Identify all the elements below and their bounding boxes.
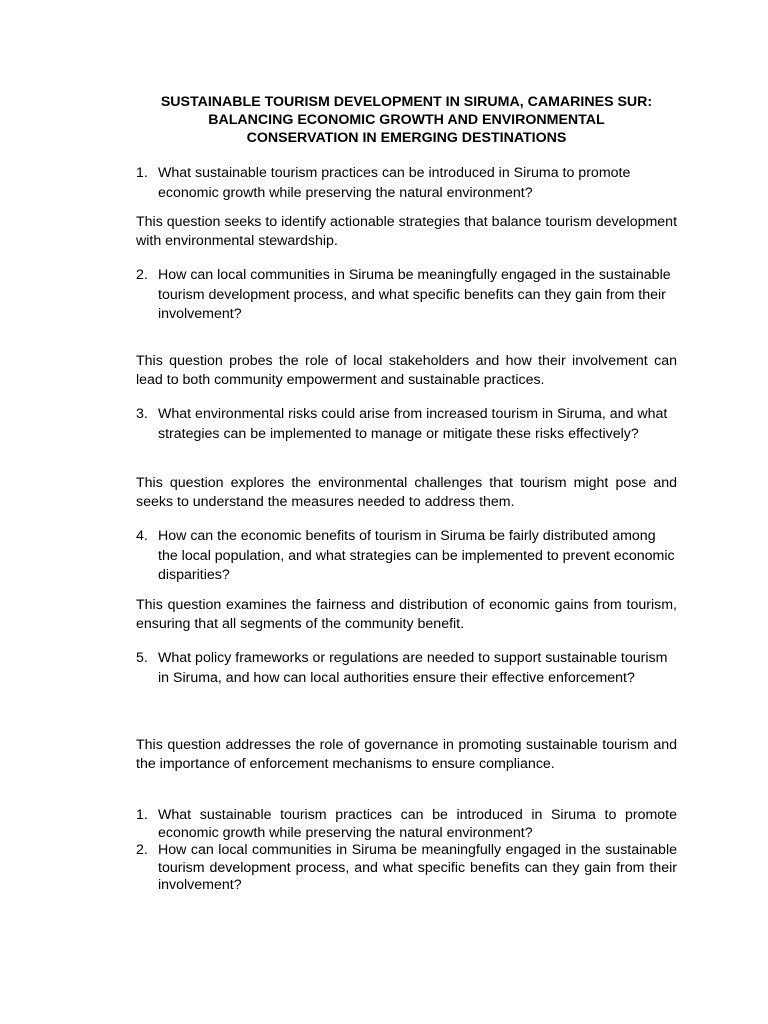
- question-explanation-5: This question addresses the role of governance in promoting sustainable tourism and the importance of enforcement mechanisms to ensure compliance.: [136, 737, 677, 772]
- question-explanation-2: This question probes the role of local stakeholders and how their involvement can lead to both community empowerment and sustainable practices.: [136, 353, 677, 388]
- question-explanation-1: This question seeks to identify actionable strategies that balance tourism development with environmental stewardship.: [136, 214, 678, 249]
- question-text: What environmental risks could arise from increased tourism in Siruma, and what strategies can be implemented to manage or mitigate these risks effectively?: [158, 406, 668, 442]
- list-number: 1.: [136, 807, 148, 823]
- list-number: 2.: [136, 842, 148, 858]
- question-number: 1.: [136, 165, 148, 181]
- document-title: [136, 93, 677, 147]
- question-number: 2.: [136, 267, 148, 283]
- question-explanation-4: This question examines the fairness and distribution of economic gains from tourism, ensuring that all segments of the community benefit.: [136, 597, 677, 632]
- question-item-1: [136, 164, 677, 203]
- question-item-4: [136, 527, 677, 586]
- final-list-item-1: [136, 807, 677, 842]
- question-number: 3.: [136, 406, 148, 422]
- question-number: 4.: [136, 528, 148, 544]
- question-text: How can local communities in Siruma be meaningfully engaged in the sustainable tourism development process, and what specific benefits can they gain from their involvement?: [158, 267, 671, 322]
- question-text: What sustainable tourism practices can be introduced in Siruma to promote economic growth while preserving the natural environment?: [158, 165, 631, 201]
- final-list-item-2: [136, 842, 677, 895]
- title-line: BALANCING ECONOMIC GROWTH AND ENVIRONMENTAL: [208, 112, 605, 128]
- question-number: 5.: [136, 650, 148, 666]
- question-item-3: [136, 405, 677, 444]
- question-explanation-3: This question explores the environmental challenges that tourism might pose and seeks to understand the measures needed to address them.: [136, 475, 677, 510]
- question-item-5: [136, 649, 677, 688]
- question-text: What policy frameworks or regulations are needed to support sustainable tourism in Siruma, and how can local authorities ensure their effective enforcement?: [158, 650, 668, 686]
- question-text: How can the economic benefits of tourism in Siruma be fairly distributed among the local population, and what strategies can be implemented to prevent economic disparities?: [158, 528, 675, 583]
- question-item-2: [136, 266, 677, 325]
- list-text: What sustainable tourism practices can be introduced in Siruma to promote economic growth while preserving the natural environment?: [158, 807, 677, 841]
- title-line: CONSERVATION IN EMERGING DESTINATIONS: [246, 130, 567, 146]
- list-text: How can local communities in Siruma be meaningfully engaged in the sustainable tourism development process, and what specific benefits can they gain from their involvement?: [158, 842, 677, 893]
- title-line: SUSTAINABLE TOURISM DEVELOPMENT IN SIRUMA, CAMARINES SUR:: [160, 94, 653, 110]
